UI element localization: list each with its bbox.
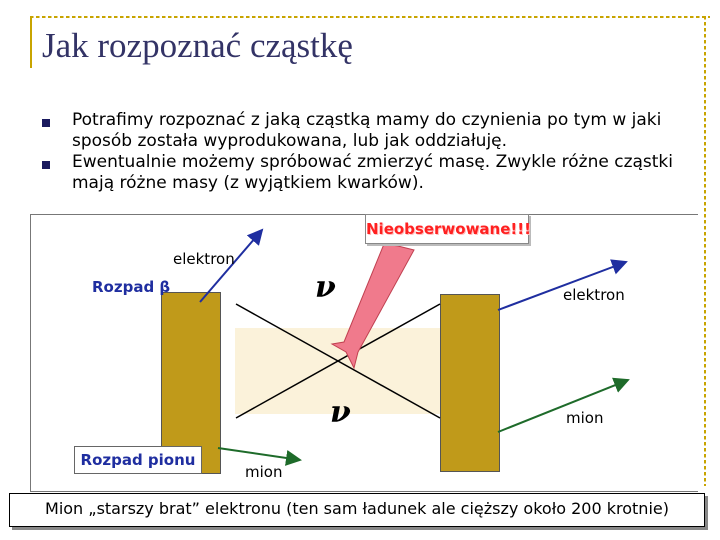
slide-title: Jak rozpoznać cząstkę	[42, 26, 353, 65]
unobserved-pointer-arrow	[332, 244, 414, 368]
beta-decay-label: Rozpad β	[92, 278, 171, 296]
electron-right-label: elektron	[563, 286, 625, 304]
muon-bottom-arrow	[218, 448, 300, 460]
neutrino-symbol-top: ν	[315, 270, 336, 305]
unobserved-label: Nieobserwowane!!!	[366, 220, 531, 238]
caption-text: Mion „starszy brat” elektronu (ten sam ładunek ale cięższy około 200 krotnie)	[45, 499, 669, 518]
caption-box	[9, 493, 705, 527]
muon-right-arrow	[498, 380, 628, 432]
bullet-text: Potrafimy rozpoznać z jaką cząstką mamy do czynienia po tym w jaki sposób została wyprodukowana, lub jak oddziałuję.	[72, 110, 662, 151]
neutrino-symbol-bottom: ν	[330, 395, 351, 430]
electron-left-label: elektron	[173, 250, 235, 268]
pion-decay-label: Rozpad pionu	[80, 451, 196, 469]
muon-right-label: mion	[566, 409, 604, 427]
muon-bottom-label: mion	[245, 463, 283, 481]
unobserved-label-box	[365, 214, 529, 244]
pion-decay-label-box	[74, 446, 202, 474]
bullet-text: Ewentualnie możemy spróbować zmierzyć masę. Zwykle różne cząstki mają różne masy (z wyjątkiem kwarków).	[72, 152, 674, 193]
